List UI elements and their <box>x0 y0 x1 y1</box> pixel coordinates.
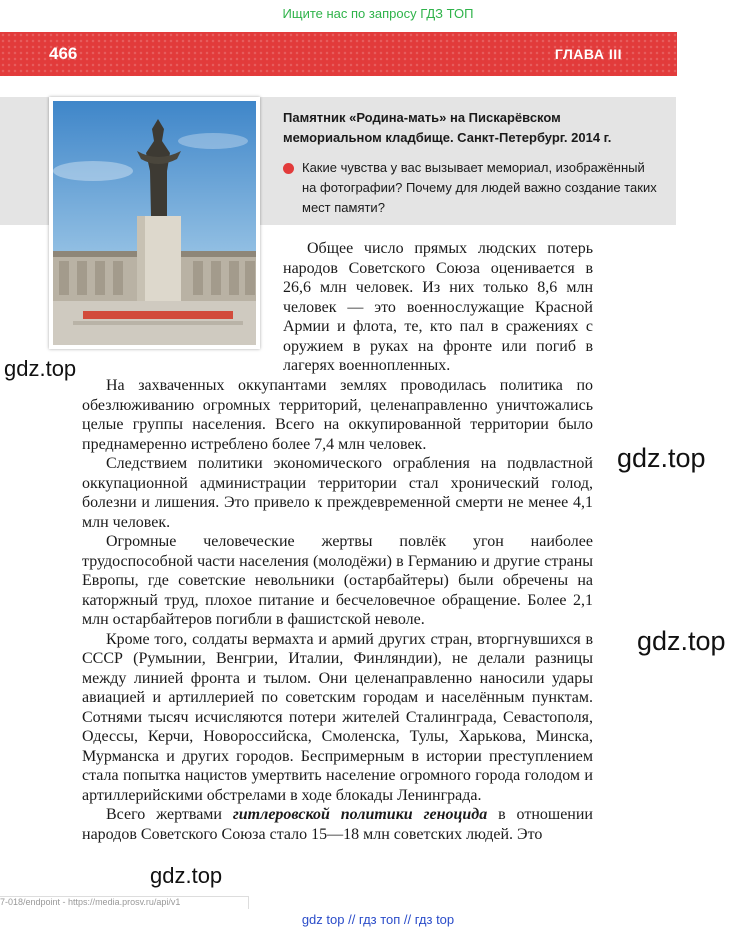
watermark: gdz.top <box>617 443 706 473</box>
paragraph-4: Огромные человеческие жертвы повлёк угон наиболее трудоспособной части населения (молодёжи) в Германию и другие страны Европы, где советские невольники (остарбайтеры) были обречены на каторжный труд, плохое питание и бесчеловечное обращение. Более 2,1 млн остарбайтеров погибли в фашистской неволе. <box>82 533 593 628</box>
monument-photo-icon <box>53 101 256 345</box>
search-banner: Ищите нас по запросу ГДЗ ТОП <box>282 6 474 21</box>
genocide-term: гитлеровской политики геноцида <box>232 806 488 823</box>
chapter-label: ГЛАВА III <box>554 46 622 62</box>
caption-title: Памятник «Родина-мать» на Пискарёвском мемориальном кладбище. Санкт-Петербург. 2014 г. <box>283 110 612 145</box>
paragraph-5: Кроме того, солдаты вермахта и армий других стран, вторгнувшихся в СССР (Румынии, Венгрии, Италии, Финляндии), не делали разницы между линией фронта и тылом. Они целенаправленно наносили удары авиацией и артиллерией по советским городам и населённым пунктам. Сотнями тысяч исчисляются потери жителей Сталинграда, Севастополя, Одессы, Керчи, Новороссийска, Смоленска, Тулы, Харькова, Минска, Мурманска и других городов. Беспримерным в истории преступлением стала попытка нацистов умертвить население огромного города голодом и артиллерийскими обстрелами в ходе блокады Ленинграда. <box>82 630 593 804</box>
main-text-column <box>82 376 593 844</box>
paragraph-6-end: в отношении народов Советского Союза стало 15—18 млн советских людей. Это <box>82 806 593 843</box>
footer-links[interactable]: gdz top // гдз топ // гдз top <box>301 912 455 927</box>
watermark: gdz.top <box>150 863 223 888</box>
page-header <box>0 32 677 76</box>
paragraph-3: Следствием политики экономического ограбления на подвластной оккупационной администрации территории стал хронический голод, болезни и лишения. Это привело к преждевременной смерти не менее 4,1 млн человек. <box>82 455 593 531</box>
paragraph-6-start: Всего жертвами <box>106 806 233 823</box>
paragraph-6 <box>82 805 593 844</box>
watermark: gdz.top <box>4 356 77 381</box>
paragraph-2: На захваченных оккупантами землях проводилась политика по обезлюживанию огромных территорий, целенаправленно уничтожались целые группы населения. Всего на оккупированной территории было преднамеренно истреблено более 7,4 млн человек. <box>82 377 593 453</box>
monument-photo <box>49 97 260 349</box>
url-strip: 7-018/endpoint - https://media.prosv.ru/api/v1 <box>0 896 249 909</box>
caption-question: Какие чувства у вас вызывает мемориал, изображённый на фотографии? Почему для людей важно создание таких мест памяти? <box>302 160 657 215</box>
watermark: gdz.top <box>637 626 726 656</box>
page-number: 466 <box>49 44 78 63</box>
bullet-icon <box>283 163 294 174</box>
paragraph-1: Общее число прямых людских потерь народов Советского Союза оценивается в 26,6 млн человек. Из них только 8,6 млн человек — это военнослужащие Красной Армии и флота, те, кто пал в сражениях с оружием в руках на фронте или погиб в лагерях военнопленных. <box>283 240 593 374</box>
